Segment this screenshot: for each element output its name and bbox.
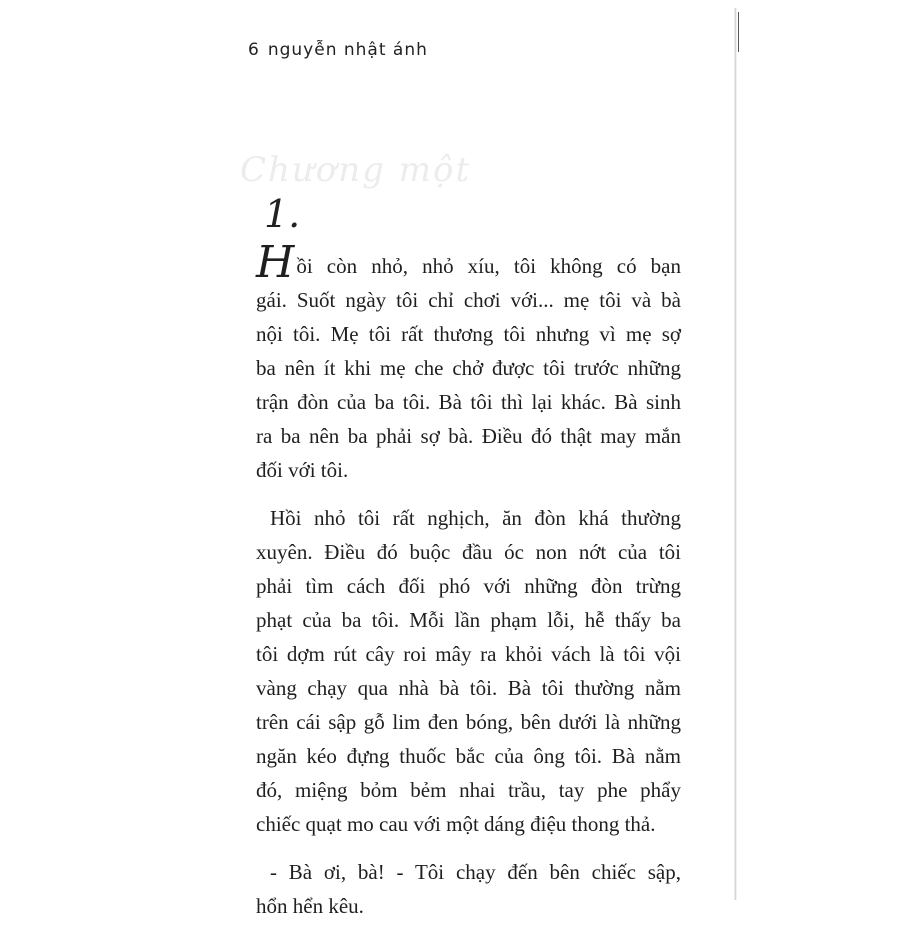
text-line: ngăn kéo đựng thuốc bắc của ông tôi. Bà nằm [256,744,681,768]
text-line: tôi dợm rút cây roi mây ra khỏi vách là tôi vội [256,642,681,666]
drop-cap: H [256,237,295,288]
page-edge-shadow [734,8,737,900]
text-line: - Bà ơi, bà! - Tôi chạy đến bên chiếc sập, [270,860,681,884]
text-line: Hồi nhỏ tôi rất nghịch, ăn đòn khá thường [270,506,681,530]
paragraph-1 [256,237,681,487]
text-line: xuyên. Điều đó buộc đầu óc non nớt của tôi [256,540,681,564]
text-line: nội tôi. Mẹ tôi rất thương tôi nhưng vì mẹ sợ [256,322,681,346]
page-edge-line [738,12,739,52]
author-name: nguyễn nhật ánh [267,40,428,60]
text-line: ra ba nên ba phải sợ bà. Điều đó thật may mắn [256,424,681,448]
chapter-number: 1. [264,192,301,236]
paragraph-3 [256,855,681,923]
text-line: Hồi còn nhỏ, nhỏ xíu, tôi không có bạn [256,237,681,288]
page-number: 6 [248,40,260,60]
text-line: chiếc quạt mo cau với một dáng điệu thong thả. [256,812,656,836]
text-line: trận đòn của ba tôi. Bà tôi thì lại khác. Bà sinh [256,390,681,414]
text-line: đó, miệng bỏm bẻm nhai trầu, tay phe phẩy [256,778,681,802]
body-text [256,237,681,937]
text-line: vàng chạy qua nhà bà tôi. Bà tôi thường nằm [256,676,681,700]
show-through-text: Chương một [240,150,472,190]
text-line: phạt của ba tôi. Mỗi lần phạm lỗi, hễ thấy ba [256,608,681,632]
text-line: đối với tôi. [256,458,349,482]
text-line: gái. Suốt ngày tôi chỉ chơi với... mẹ tôi và bà [256,288,681,312]
text-line: phải tìm cách đối phó với những đòn trừng [256,574,681,598]
text-line: trên cái sập gỗ lim đen bóng, bên dưới là những [256,710,681,734]
running-header [248,40,428,60]
paragraph-2 [256,501,681,841]
text-line: hổn hển kêu. [256,894,364,918]
text-line: ba nên ít khi mẹ che chở được tôi trước những [256,356,681,380]
